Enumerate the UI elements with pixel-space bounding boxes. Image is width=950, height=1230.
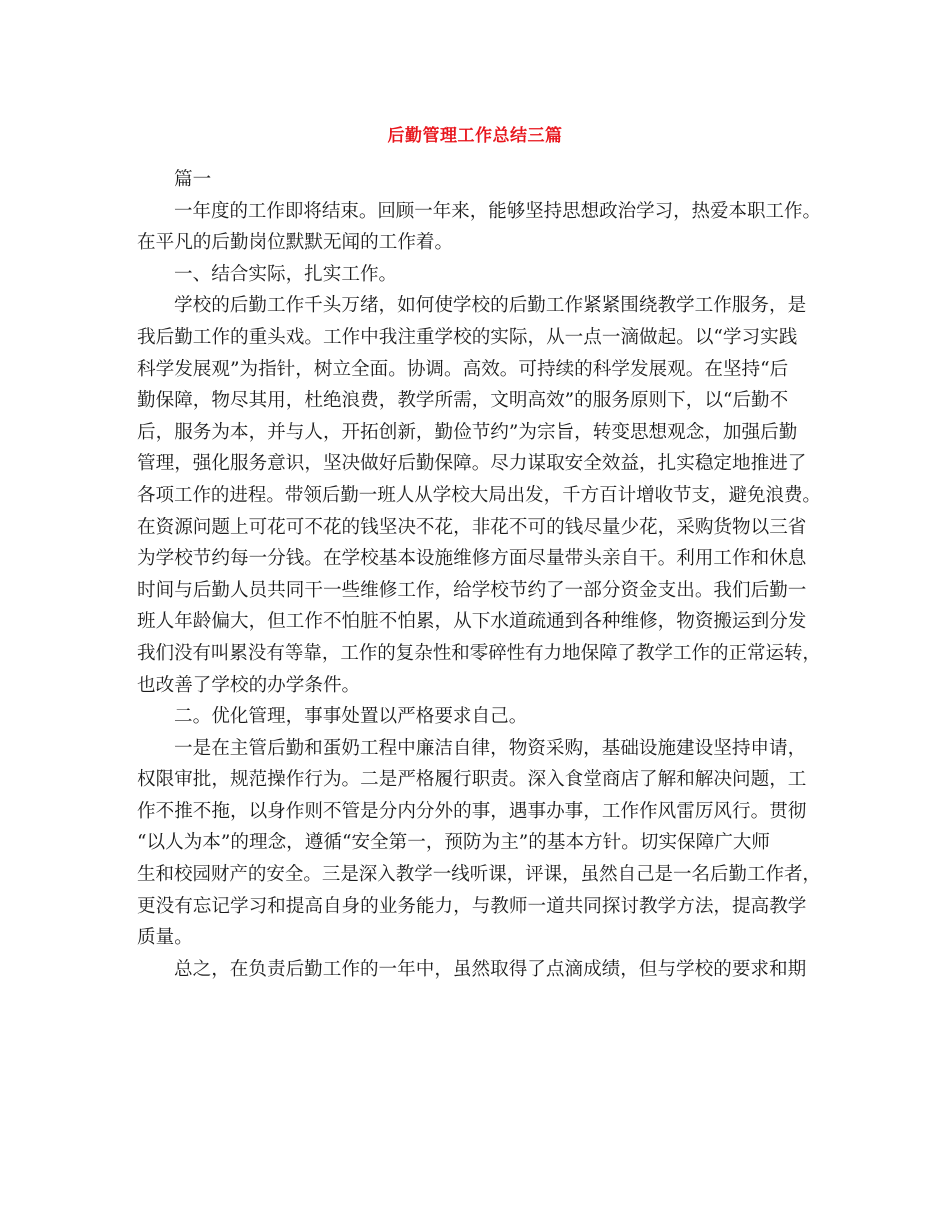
text-line: 一年度的工作即将结束。回顾一年来，能够坚持思想政治学习，热爱本职工作。 — [174, 200, 821, 222]
text-line: 科学发展观”为指针，树立全面。协调。高效。可持续的科学发展观。在坚持“后 — [137, 358, 789, 380]
text-line: 作不推不拖，以身作则不管是分内分外的事，遇事办事，工作作风雷厉风行。贯彻 — [137, 800, 807, 822]
text-line: 篇一 — [174, 169, 212, 190]
text-line: 也改善了学校的办学条件。 — [137, 674, 361, 696]
text-line: 管理，强化服务意识，坚决做好后勤保障。尽力谋取安全效益，扎实稳定地推进了 — [137, 453, 807, 475]
text-line: 生和校园财产的安全。三是深入教学一线听课，评课，虽然自己是一名后勤工作者， — [137, 864, 821, 886]
text-line: 一、结合实际，扎实工作。 — [174, 263, 398, 285]
text-line: 更没有忘记学习和提高自身的业务能力，与教师一道共同探讨教学方法，提高教学 — [137, 895, 807, 917]
document-body — [137, 164, 821, 985]
text-line: 时间与后勤人员共同干一些维修工作，给学校节约了一部分资金支出。我们后勤一 — [137, 579, 807, 601]
text-line: 班人年龄偏大，但工作不怕脏不怕累，从下水道疏通到各种维修，物资搬运到分发 — [137, 611, 807, 633]
text-line: 在平凡的后勤岗位默默无闻的工作着。 — [137, 232, 454, 254]
text-line: 后，服务为本，并与人，开拓创新，勤俭节约”为宗旨，转变思想观念，加强后勤 — [137, 421, 798, 443]
text-line: 为学校节约每一分钱。在学校基本设施维修方面尽量带头亲自干。利用工作和休息 — [137, 548, 807, 570]
text-line: 我们没有叫累没有等靠，工作的复杂性和零碎性有力地保障了教学工作的正常运转， — [137, 642, 821, 664]
text-line: 权限审批，规范操作行为。二是严格履行职责。深入食堂商店了解和解决问题，工 — [137, 769, 807, 791]
document-title: 后勤管理工作总结三篇 — [387, 126, 563, 146]
text-line: “以人为本”的理念，遵循“安全第一，预防为主”的基本方针。切实保障广大师 — [137, 832, 771, 854]
text-line: 我后勤工作的重头戏。工作中我注重学校的实际，从一点一滴做起。以“学习实践 — [137, 326, 798, 348]
text-line: 二。优化管理，事事处置以严格要求自己。 — [174, 706, 528, 728]
text-line: 学校的后勤工作千头万绪，如何使学校的后勤工作紧紧围绕教学工作服务，是 — [174, 295, 807, 317]
text-line: 总之，在负责后勤工作的一年中，虽然取得了点滴成绩，但与学校的要求和期 — [174, 958, 807, 980]
text-line: 各项工作的进程。带领后勤一班人从学校大局出发，千方百计增收节支，避免浪费。 — [137, 484, 821, 506]
text-line: 质量。 — [137, 927, 193, 949]
text-line: 在资源问题上可花可不花的钱坚决不花，非花不可的钱尽量少花，采购货物以三省 — [137, 516, 807, 538]
text-line: 一是在主管后勤和蛋奶工程中廉洁自律，物资采购，基础设施建设坚持申请， — [174, 737, 807, 759]
text-line: 勤保障，物尽其用，杜绝浪费，教学所需，文明高效”的服务原则下，以“后勤不 — [137, 390, 789, 412]
